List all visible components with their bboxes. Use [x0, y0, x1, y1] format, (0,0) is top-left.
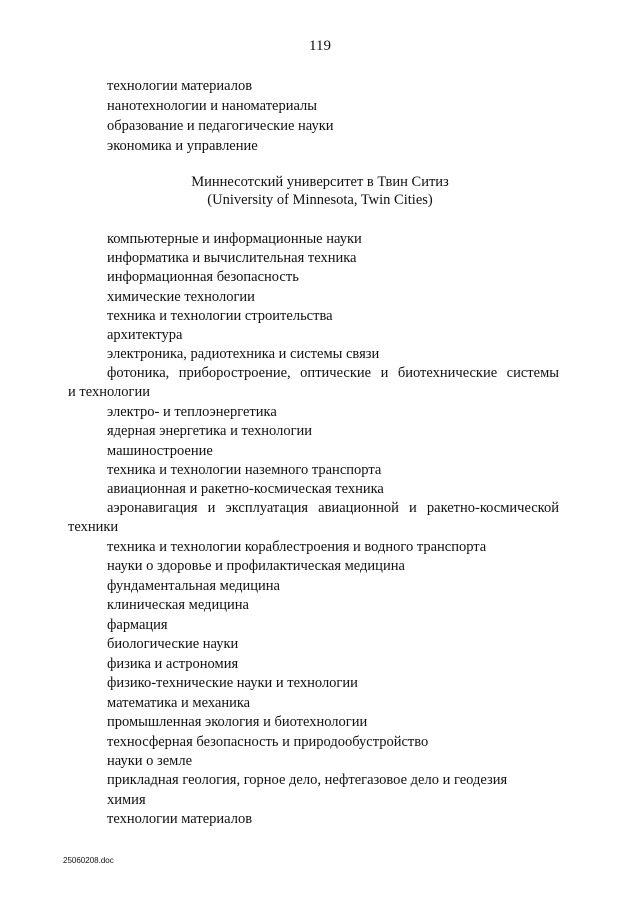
university-name-ru: Миннесотский университет в Твин Ситиз	[191, 174, 449, 190]
list-item: математика и механика	[107, 695, 251, 711]
list-item: машиностроение	[107, 443, 213, 459]
list-item: фундаментальная медицина	[107, 578, 280, 594]
list-item: технологии материалов	[107, 78, 253, 94]
list-item: фармация	[107, 617, 168, 633]
list-item: техника и технологии кораблестроения и водного транспорта	[107, 539, 487, 555]
list-item-wrapped-first-line: аэронавигация и эксплуатация авиационной и ракетно-космической	[107, 500, 559, 516]
list-item: техника и технологии наземного транспорта	[107, 462, 382, 478]
list-item: информатика и вычислительная техника	[107, 250, 357, 266]
document-filename: 25060208.doc	[63, 856, 114, 865]
list-item: информационная безопасность	[107, 269, 299, 285]
list-item-wrapped-first-line: фотоника, приборостроение, оптические и биотехнические системы	[107, 365, 559, 381]
list-item: образование и педагогические науки	[107, 118, 334, 134]
list-item: науки о здоровье и профилактическая медицина	[107, 558, 405, 574]
list-item: нанотехнологии и наноматериалы	[107, 98, 318, 114]
list-item: клиническая медицина	[107, 597, 249, 613]
list-item: физика и астрономия	[107, 656, 239, 672]
list-item: экономика и управление	[107, 138, 258, 154]
list-item: науки о земле	[107, 753, 193, 769]
list-item-wrapped-second-line: техники	[68, 519, 119, 535]
list-item: промышленная экология и биотехнологии	[107, 714, 368, 730]
list-item: электро- и теплоэнергетика	[107, 404, 277, 420]
list-item: техника и технологии строительства	[107, 308, 333, 324]
page-number: 119	[309, 38, 331, 54]
university-name-en: (University of Minnesota, Twin Cities)	[207, 192, 433, 208]
list-item: физико-технические науки и технологии	[107, 675, 358, 691]
list-item: химические технологии	[107, 289, 255, 305]
list-item: биологические науки	[107, 636, 239, 652]
list-item-wrapped-second-line: и технологии	[68, 384, 150, 400]
list-item: техносферная безопасность и природообустройство	[107, 734, 429, 750]
list-item: архитектура	[107, 327, 183, 343]
list-item: авиационная и ракетно-космическая техника	[107, 481, 384, 497]
list-item: химия	[107, 792, 146, 808]
list-item: компьютерные и информационные науки	[107, 231, 362, 247]
list-item: электроника, радиотехника и системы связи	[107, 346, 380, 362]
list-item: технологии материалов	[107, 811, 253, 827]
list-item: ядерная энергетика и технологии	[107, 423, 313, 439]
list-item: прикладная геология, горное дело, нефтегазовое дело и геодезия	[107, 772, 508, 788]
